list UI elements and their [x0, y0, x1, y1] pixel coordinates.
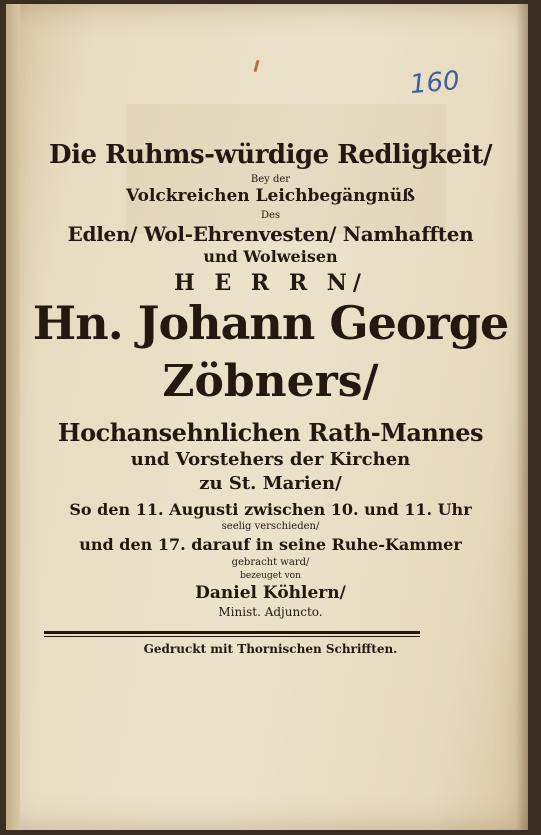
title-line-5: Edlen/ Wol-Ehrenvesten/ Namhafften	[67, 222, 474, 246]
page-edge	[516, 4, 528, 830]
title-line-17: bezeuget von	[240, 571, 301, 581]
document-page	[6, 4, 528, 830]
title-line-13: So den 11. Augusti zwischen 10. und 11. Uhr	[69, 500, 472, 519]
rule-thick	[44, 631, 420, 634]
title-line-14: seelig verschieden/	[221, 521, 320, 532]
imprint-line: Gedruckt mit Thornischen Schrifften.	[143, 642, 398, 656]
title-line-6: und Wolweisen	[203, 247, 338, 266]
title-line-8-honoree-name: Hn. Johann George	[32, 296, 509, 350]
binding-edge	[6, 4, 20, 830]
author-name: Daniel Köhlern/	[195, 583, 346, 603]
title-line-7: H E R R N/	[174, 270, 367, 296]
title-line-4: Des	[260, 210, 281, 221]
author-title: Minist. Adjuncto.	[218, 605, 323, 619]
title-line-10: Hochansehnlichen Rath-Mannes	[57, 418, 484, 447]
title-line-15: und den 17. darauf in seine Ruhe-Kammer	[79, 535, 462, 554]
title-line-11: und Vorstehers der Kirchen	[130, 449, 411, 470]
title-line-12: zu St. Marien/	[199, 473, 342, 494]
title-line-1: Die Ruhms-würdige Redligkeit/	[49, 140, 492, 170]
rule-thin	[44, 636, 420, 637]
title-line-16: gebracht ward/	[231, 557, 310, 568]
folio-number: 160	[408, 65, 461, 101]
title-line-2: Bey der	[250, 174, 291, 185]
title-line-9-honoree-surname: Zöbners/	[162, 356, 379, 407]
title-line-3: Volckreichen Leichbegängnüß	[125, 186, 416, 206]
